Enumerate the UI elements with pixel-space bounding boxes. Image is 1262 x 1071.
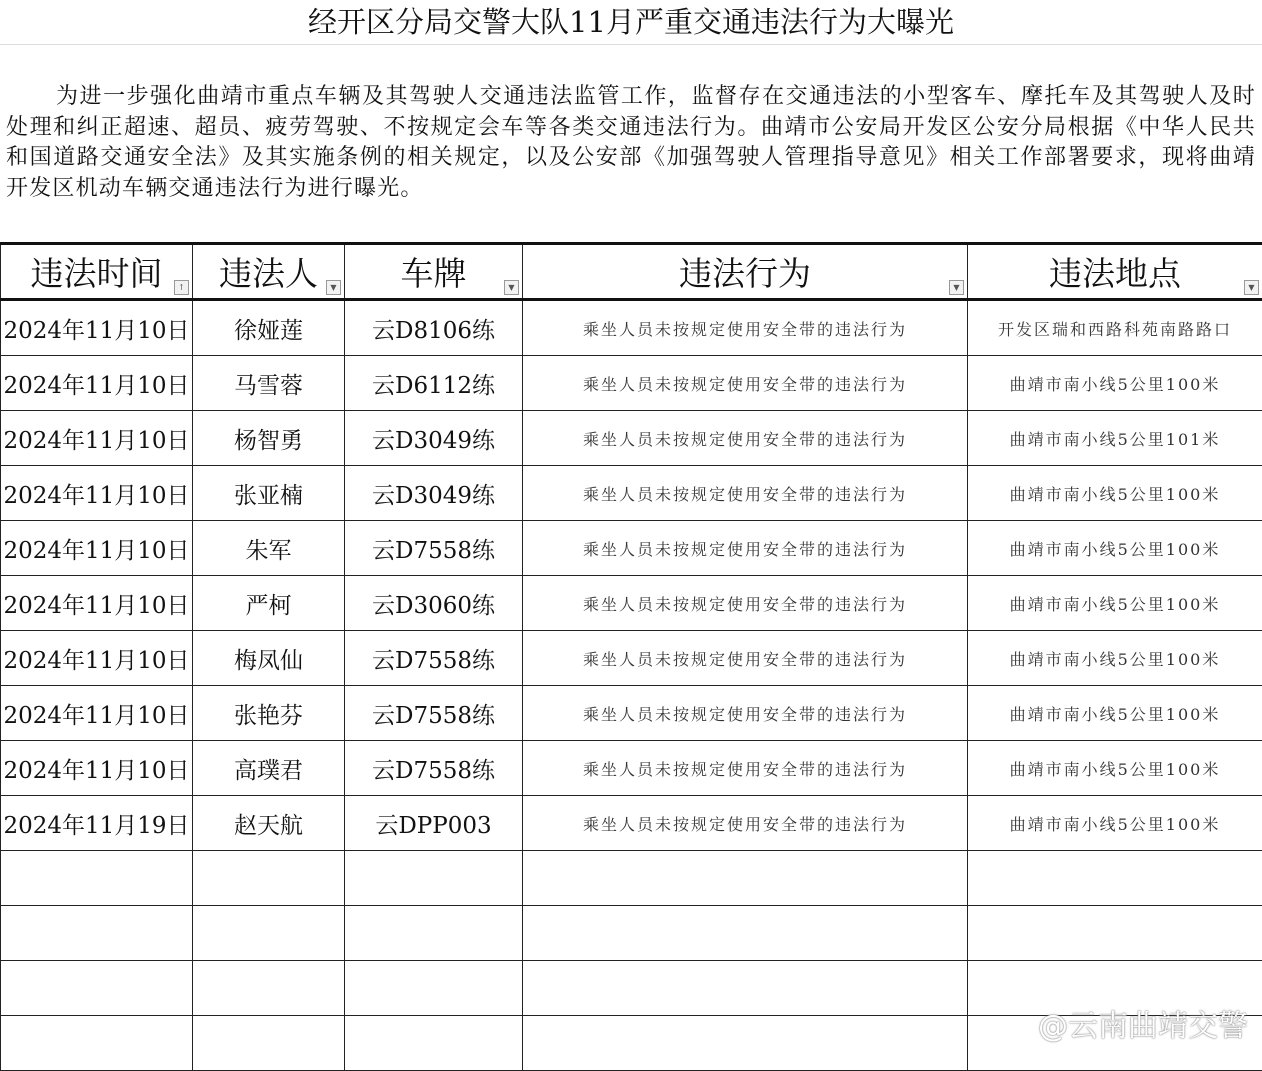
empty-cell[interactable] [523,906,968,961]
empty-cell[interactable] [193,961,345,1016]
header-plate: 车牌 ▼ [345,244,523,300]
cell-person[interactable]: 高璞君 [193,741,345,796]
page-title: 经开区分局交警大队11月严重交通违法行为大曝光 [0,0,1262,45]
cell-violation[interactable]: 乘坐人员未按规定使用安全带的违法行为 [523,300,968,356]
table-row [1,576,1262,631]
cell-location[interactable]: 曲靖市南小线5公里101米 [968,411,1262,466]
empty-cell[interactable] [193,906,345,961]
cell-time[interactable]: 2024年11月10日 [1,576,193,631]
filter-active-icon[interactable]: ▼ [949,280,964,295]
header-time: 违法时间 ↑ [1,244,193,300]
cell-violation[interactable]: 乘坐人员未按规定使用安全带的违法行为 [523,466,968,521]
empty-cell[interactable] [523,1016,968,1071]
cell-plate[interactable]: 云D3049练 [345,466,523,521]
cell-plate[interactable]: 云D8106练 [345,300,523,356]
cell-violation[interactable]: 乘坐人员未按规定使用安全带的违法行为 [523,411,968,466]
cell-location[interactable]: 曲靖市南小线5公里100米 [968,466,1262,521]
cell-location[interactable]: 曲靖市南小线5公里100米 [968,686,1262,741]
cell-person[interactable]: 张艳芬 [193,686,345,741]
cell-violation[interactable]: 乘坐人员未按规定使用安全带的违法行为 [523,631,968,686]
cell-location[interactable]: 曲靖市南小线5公里100米 [968,796,1262,851]
table-row [1,411,1262,466]
table-row [1,631,1262,686]
empty-cell[interactable] [523,851,968,906]
cell-person[interactable]: 杨智勇 [193,411,345,466]
empty-row [1,851,1262,906]
cell-person[interactable]: 马雪蓉 [193,356,345,411]
empty-cell[interactable] [345,906,523,961]
table-row [1,796,1262,851]
cell-location[interactable]: 曲靖市南小线5公里100米 [968,356,1262,411]
filter-dropdown-icon[interactable]: ▼ [326,280,341,295]
empty-cell[interactable] [345,851,523,906]
weibo-watermark: @云南曲靖交警 [1038,1001,1248,1045]
empty-cell[interactable] [1,851,193,906]
cell-location[interactable]: 开发区瑞和西路科苑南路路口 [968,300,1262,356]
table-row [1,521,1262,576]
cell-person[interactable]: 朱军 [193,521,345,576]
header-violation: 违法行为 ▼ [523,244,968,300]
cell-violation[interactable]: 乘坐人员未按规定使用安全带的违法行为 [523,356,968,411]
empty-cell[interactable] [193,1016,345,1071]
violations-table [0,242,1262,1071]
cell-location[interactable]: 曲靖市南小线5公里100米 [968,631,1262,686]
empty-cell[interactable] [523,961,968,1016]
cell-person[interactable]: 张亚楠 [193,466,345,521]
empty-cell[interactable] [1,906,193,961]
cell-location[interactable]: 曲靖市南小线5公里100米 [968,576,1262,631]
cell-violation[interactable]: 乘坐人员未按规定使用安全带的违法行为 [523,796,968,851]
table-row [1,741,1262,796]
empty-cell[interactable] [1,1016,193,1071]
empty-cell[interactable] [193,851,345,906]
cell-time[interactable]: 2024年11月10日 [1,741,193,796]
cell-person[interactable]: 赵天航 [193,796,345,851]
empty-cell[interactable] [345,961,523,1016]
cell-time[interactable]: 2024年11月19日 [1,796,193,851]
cell-plate[interactable]: 云DPP003 [345,796,523,851]
filter-dropdown-icon[interactable]: ▼ [504,280,519,295]
cell-location[interactable]: 曲靖市南小线5公里100米 [968,741,1262,796]
cell-plate[interactable]: 云D7558练 [345,686,523,741]
filter-dropdown-icon[interactable]: ▼ [1244,280,1259,295]
cell-time[interactable]: 2024年11月10日 [1,356,193,411]
sort-filter-icon[interactable]: ↑ [174,280,189,295]
cell-person[interactable]: 严柯 [193,576,345,631]
intro-paragraph: 为进一步强化曲靖市重点车辆及其驾驶人交通违法监管工作，监督存在交通违法的小型客车、摩托车及其驾驶人及时处理和纠正超速、超员、疲劳驾驶、不按规定会车等各类交通违法行为。曲靖市公安局开发区公安分局根据《中华人民共和国道路交通安全法》及其实施条例的相关规定，以及公安部《加强驾驶人管理指导意见》相关工作部署要求，现将曲靖开发区机动车辆交通违法行为进行曝光。 [6,82,1256,204]
table-row [1,300,1262,356]
cell-violation[interactable]: 乘坐人员未按规定使用安全带的违法行为 [523,521,968,576]
empty-cell[interactable] [968,906,1262,961]
cell-time[interactable]: 2024年11月10日 [1,686,193,741]
empty-cell[interactable] [1,961,193,1016]
empty-cell[interactable] [345,1016,523,1071]
header-person: 违法人 ▼ [193,244,345,300]
cell-plate[interactable]: 云D3060练 [345,576,523,631]
cell-violation[interactable]: 乘坐人员未按规定使用安全带的违法行为 [523,576,968,631]
cell-plate[interactable]: 云D7558练 [345,741,523,796]
cell-location[interactable]: 曲靖市南小线5公里100米 [968,521,1262,576]
cell-time[interactable]: 2024年11月10日 [1,466,193,521]
cell-person[interactable]: 徐娅莲 [193,300,345,356]
cell-time[interactable]: 2024年11月10日 [1,631,193,686]
cell-time[interactable]: 2024年11月10日 [1,411,193,466]
cell-person[interactable]: 梅凤仙 [193,631,345,686]
cell-plate[interactable]: 云D3049练 [345,411,523,466]
table-row [1,686,1262,741]
cell-plate[interactable]: 云D7558练 [345,521,523,576]
cell-time[interactable]: 2024年11月10日 [1,521,193,576]
header-location: 违法地点 ▼ [968,244,1262,300]
cell-plate[interactable]: 云D6112练 [345,356,523,411]
empty-cell[interactable] [968,851,1262,906]
empty-row [1,906,1262,961]
table-row [1,356,1262,411]
cell-violation[interactable]: 乘坐人员未按规定使用安全带的违法行为 [523,686,968,741]
cell-time[interactable]: 2024年11月10日 [1,300,193,356]
cell-plate[interactable]: 云D7558练 [345,631,523,686]
cell-violation[interactable]: 乘坐人员未按规定使用安全带的违法行为 [523,741,968,796]
header-row [1,244,1262,300]
table-row [1,466,1262,521]
